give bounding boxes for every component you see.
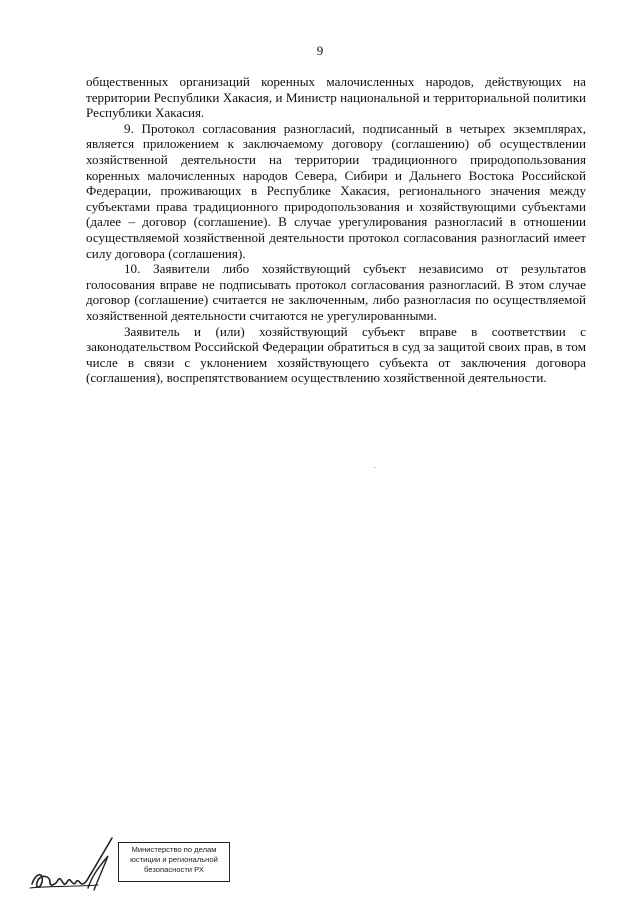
paragraph-10: 10. Заявители либо хозяйствующий субъект независимо от результатов голосования вправе не подписывать протокол согласования разногласий. В этом случае договор (соглашение) считается не заключенным, либо разногласия по осуществляемой хозяйственной деятельности считаются не урегулированными.: [86, 261, 586, 323]
page-number: 9: [316, 43, 324, 58]
stamp-line: Министерство по делам: [131, 845, 217, 854]
document-body: [86, 74, 586, 386]
paragraph-right-to-court: Заявитель и (или) хозяйствующий субъект вправе в соответствии с законодательством Российской Федерации обратиться в суд за защитой своих прав, в том числе в связи с уклонением хозяйствующего субъекта от заключения договора (соглашения), воспрепятствованием осуществлению хозяйственной деятельности.: [86, 323, 586, 386]
scan-speck: [374, 467, 375, 468]
registration-stamp: [118, 842, 230, 882]
handwritten-signature: [28, 832, 128, 896]
paragraph-9: 9. Протокол согласования разногласий, подписанный в четырех экземплярах, является приложением к заключаемому договору (соглашению) об осуществлении хозяйственной деятельности на территории традиционного природопользования коренных малочисленных народов Севера, Сибири и Дальнего Востока Российской Федерации, проживающих в Республике Хакасия, регионального значения между субъектами права традиционного природопользования и хозяйствующими субъектами (далее – договор (соглашение). В случае урегулирования разногласий в отношении осуществляемой хозяйственной деятельности протокол согласования разногласий имеет силу договора (соглашения).: [86, 120, 586, 261]
paragraph-continuation: общественных организаций коренных малочисленных народов, действующих на территории Республики Хакасия, и Министр национальной и территориальной политики Республики Хакасия.: [86, 74, 586, 121]
stamp-line: юстиции и региональной: [130, 855, 218, 864]
stamp-line: безопасности РХ: [144, 865, 204, 874]
